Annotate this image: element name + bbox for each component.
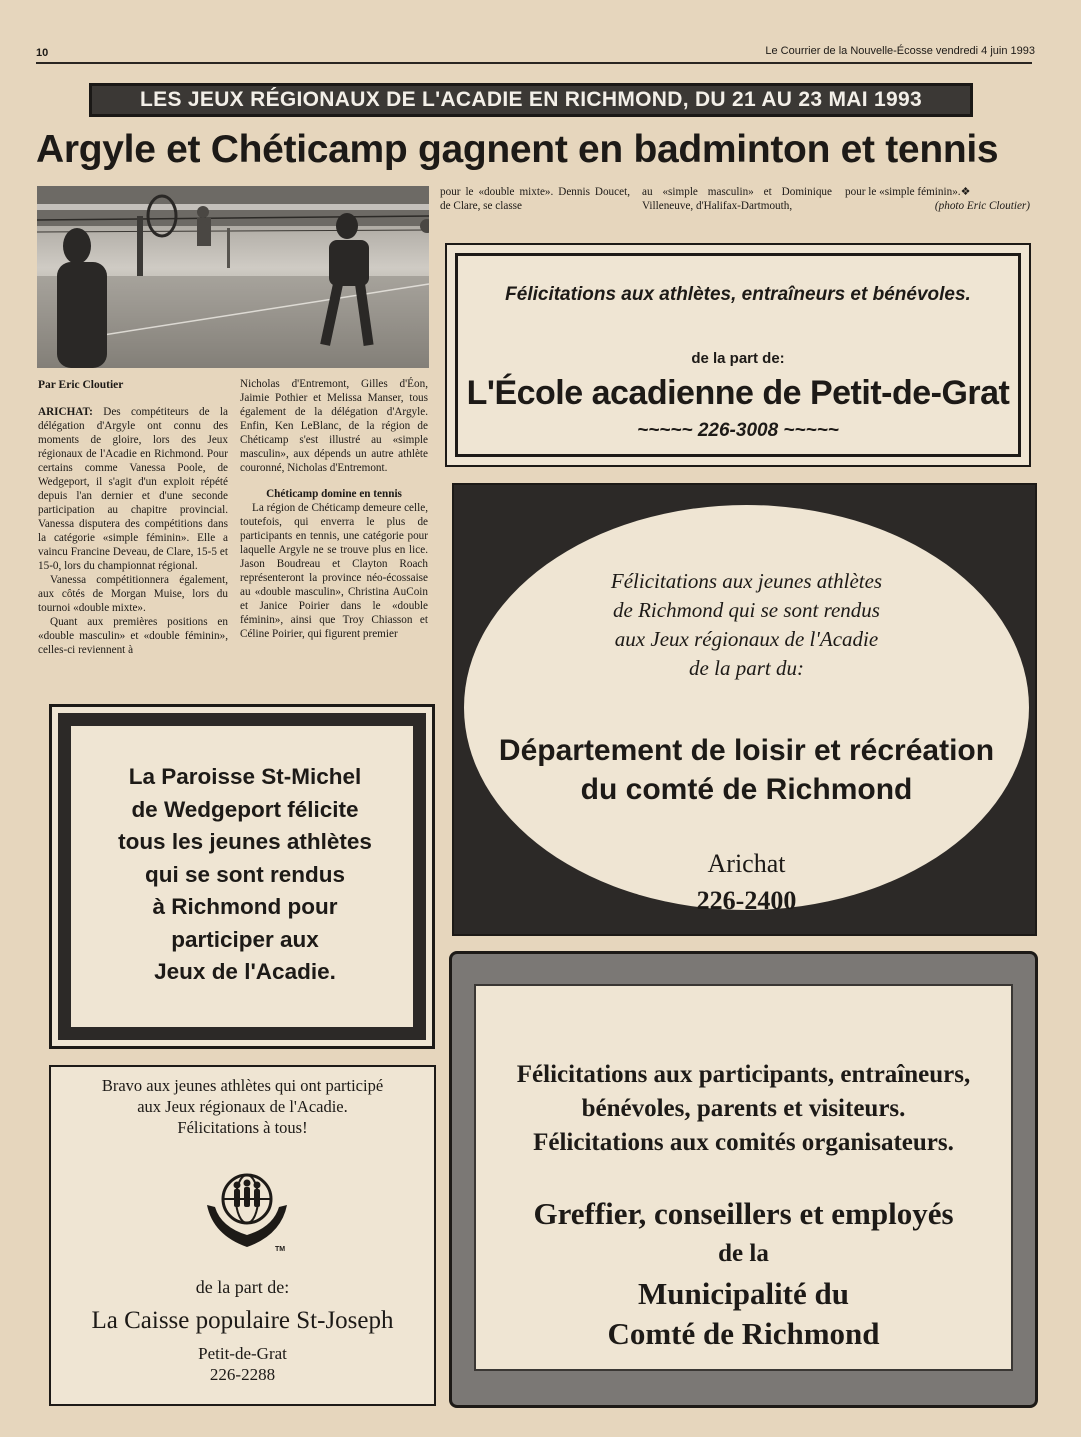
article-paragraph: pour le «simple féminin».❖ — [845, 186, 971, 198]
ad-from: de la part de: — [195, 1277, 290, 1297]
ad-sponsor-name: Greffier, conseillers et employés de la Municipalité du Comté de Richmond — [533, 1196, 954, 1351]
headline: Argyle et Chéticamp gagnent en badminton et tennis — [36, 128, 999, 171]
byline: Par Eric Cloutier — [38, 379, 124, 391]
ad-place: Petit-de-Grat — [198, 1344, 287, 1363]
ad-phone: 226-2400 — [696, 886, 797, 915]
ad-caisse-populaire — [49, 1065, 436, 1406]
header-rule — [36, 62, 1032, 64]
ad-ecole-acadienne — [445, 243, 1031, 467]
ad-message: Félicitations aux jeunes athlètes de Richmond qui se sont rendus aux Jeux régionaux de l'Acadie de la part du: — [610, 569, 883, 680]
article-subhead: Chéticamp domine en tennis — [266, 488, 402, 500]
ad-city: Arichat — [707, 849, 786, 878]
article-column-5 — [845, 185, 1030, 213]
photo-illustration — [37, 186, 429, 368]
ad-panel — [474, 984, 1013, 1371]
ad-message: Bravo aux jeunes athlètes qui ont participé aux Jeux régionaux de l'Acadie. Félicitations à tous! — [101, 1076, 384, 1137]
ad-sponsor-name: La Caisse populaire St-Joseph — [91, 1307, 394, 1334]
caisse-populaire-hands-globe-icon — [203, 1165, 291, 1253]
article-paragraph: La région de Chéticamp demeure celle, toutefois, qui enverra le plus de participants en tennis, une catégorie pour laquelle Argyle ne se trouve plus en lice. Jason Boudreau et Clayton Roach représenteront la province néo-écossaise au «double masculin», Christina AuCoin et Janice Poirier dans le «double féminin», ainsi que Troy Chiasson et Céline Poirier, qui figurent premier — [240, 502, 428, 640]
article-column-2 — [240, 377, 428, 641]
svg-text:TM: TM — [275, 1246, 286, 1253]
article-column-3: pour le «double mixte». Dennis Doucet, de Clare, se classe — [440, 186, 630, 212]
article-column-1 — [38, 405, 228, 657]
badminton-photo — [37, 186, 429, 368]
article-paragraph: Nicholas d'Entremont, Gilles d'Éon, Jaimie Pothier et Melissa Manser, tous également de la délégation d'Argyle. Enfin, Ken LeBlanc, de la région de Chéticamp s'est illustré au «simple masculin», aux dépends un autre athlète couronné, Nicholas d'Entremont. — [240, 378, 428, 474]
ad-contact — [51, 1343, 434, 1385]
ad-departement-loisir — [452, 483, 1037, 936]
article-paragraph: Vanessa compétitionnera également, aux côtés de Morgan Muise, lors du tournoi «double mixte». — [38, 574, 228, 614]
page-number: 10 — [36, 47, 49, 59]
photo-credit: (photo Eric Cloutier) — [934, 200, 1030, 212]
article-paragraph: Quant aux premières positions en «double masculin» et «double féminin», celles-ci reviennent à — [38, 616, 228, 656]
ad-oval — [464, 505, 1029, 915]
ad-message: Félicitations aux participants, entraîneurs, bénévoles, parents et visiteurs. Félicitations aux comités organisateurs. — [516, 1061, 971, 1156]
masthead: Le Courrier de la Nouvelle-Écosse vendredi 4 juin 1993 — [765, 45, 1035, 57]
section-banner: LES JEUX RÉGIONAUX DE L'ACADIE EN RICHMOND, DU 21 AU 23 MAI 1993 — [89, 83, 973, 117]
ad-from: de la part de: — [691, 350, 785, 367]
ad-message: La Paroisse St-Michel de Wedgeport félicite tous les jeunes athlètes qui se sont rendus à Richmond pour participer aux Jeux de l'Acadie. — [118, 764, 372, 984]
article-column-4: au «simple masculin» et Dominique Villeneuve, d'Halifax-Dartmouth, — [642, 186, 832, 212]
ad-contact — [464, 845, 1029, 919]
ad-municipalite-richmond — [449, 951, 1038, 1408]
ad-paroisse-st-michel — [49, 704, 435, 1049]
ad-message: Félicitations aux athlètes, entraîneurs et bénévoles. — [505, 284, 971, 305]
article-paragraph: ARICHAT: Des compétiteurs de la délégation d'Argyle ont connu des moments de gloire, lors des Jeux régionaux de l'Acadie en Richmond. Pour certains comme Vanessa Poole, de Wedgeport, il s'agit d'un exploit répété depuis l'an dernier et d'une seconde participation au chapitre provincial. Vanessa disputera des compétitions dans la catégorie «simple féminin». Elle a vaincu Francine Deveau, de Clare, 15-5 et 15-0, lors du championnat régional. — [38, 406, 228, 572]
ad-phone: 226-2288 — [209, 1365, 276, 1384]
ad-sponsor-name: Département de loisir et récréation du comté de Richmond — [498, 734, 995, 806]
ad-phone: ~~~~~ 226-3008 ~~~~~ — [637, 420, 839, 441]
dateline: ARICHAT: — [38, 406, 93, 418]
ad-border — [455, 253, 1021, 457]
ad-sponsor-name: L'École acadienne de Petit-de-Grat — [466, 374, 1010, 412]
